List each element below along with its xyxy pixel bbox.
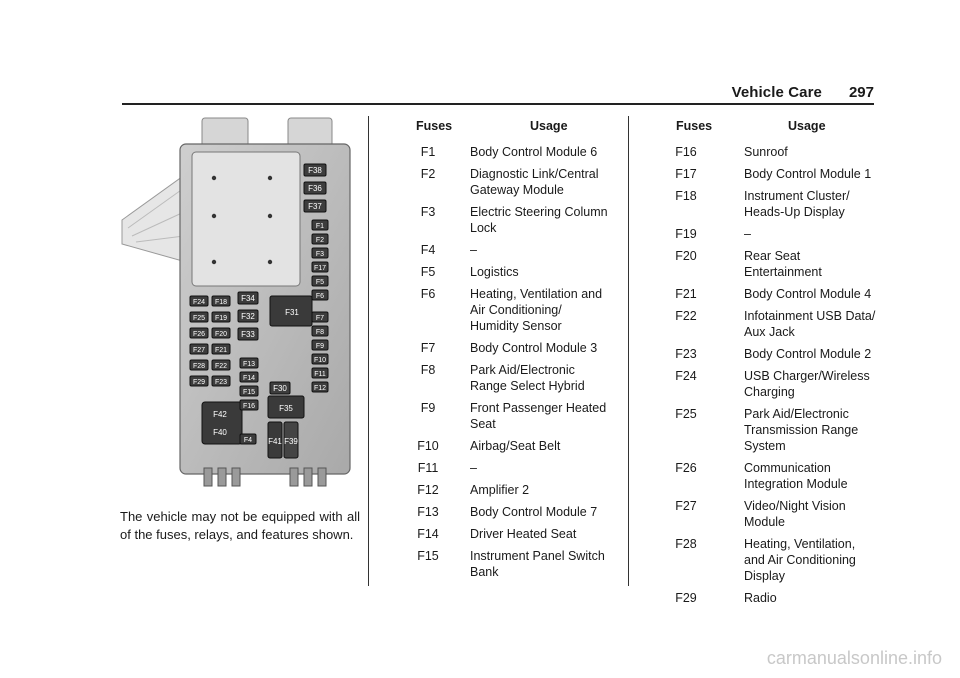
fuse-number: F3	[420, 205, 436, 219]
fuse-f7	[312, 312, 328, 322]
svg-text:F29: F29	[192, 379, 206, 386]
svg-text:F35: F35	[279, 404, 293, 413]
svg-text:F40: F40	[213, 428, 227, 437]
svg-text:F22: F22	[214, 363, 228, 370]
fuse-f20	[212, 328, 230, 338]
fuse-f1	[312, 220, 328, 230]
table1-header-fuses: Fuses	[416, 119, 453, 133]
fuse-f39	[284, 437, 298, 446]
fuse-usage: USB Charger/Wireless Charging	[744, 369, 870, 399]
svg-text:F14: F14	[242, 375, 256, 382]
fuse-usage: Park Aid/Electronic Transmission Range System	[744, 407, 859, 453]
fuse-number: F6	[420, 287, 436, 301]
svg-text:F4: F4	[243, 437, 253, 444]
fuse-usage: Front Passenger Heated Seat	[470, 401, 607, 431]
page-header	[122, 80, 874, 102]
fuse-number: F23	[675, 347, 697, 361]
svg-text:F26: F26	[192, 331, 206, 338]
svg-text:F38: F38	[308, 166, 322, 175]
fuse-number: F22	[675, 309, 697, 323]
fuse-usage: Infotainment USB Data/ Aux Jack	[744, 309, 876, 339]
fuse-f13	[240, 358, 258, 368]
fuse-f15	[240, 386, 258, 396]
fuse-number: F17	[675, 167, 697, 181]
fuse-f9	[312, 340, 328, 350]
fuse-number: F24	[675, 369, 697, 383]
svg-text:F20: F20	[214, 331, 228, 338]
svg-text:F2: F2	[315, 237, 325, 244]
fuse-f4	[240, 434, 256, 444]
svg-text:F31: F31	[285, 308, 299, 317]
svg-text:F27: F27	[192, 347, 206, 354]
fuse-f35	[279, 404, 293, 413]
fuse-f16	[240, 400, 258, 410]
fuse-f27	[190, 344, 208, 354]
fuse-f5	[312, 276, 328, 286]
svg-text:F1: F1	[315, 223, 325, 230]
column-divider-right	[628, 116, 629, 586]
fuse-number: F16	[675, 145, 697, 159]
fuse-f40	[213, 428, 227, 437]
fuse-f18	[212, 296, 230, 306]
fuse-f32	[238, 310, 258, 322]
fuse-number: F11	[417, 461, 439, 475]
diagram-caption: The vehicle may not be equipped with all of the fuses, relays, and features shown.	[120, 509, 360, 542]
fuse-number: F28	[675, 537, 697, 551]
svg-text:F34: F34	[241, 294, 255, 303]
fuse-usage: Electric Steering Column Lock	[470, 205, 608, 235]
fuse-usage: Communication Integration Module	[744, 461, 848, 491]
fuse-number: F18	[675, 189, 697, 203]
fuse-usage: Diagnostic Link/Central Gateway Module	[470, 167, 599, 197]
fuse-number: F9	[420, 401, 436, 415]
fuse-f2	[312, 234, 328, 244]
svg-text:F36: F36	[308, 184, 322, 193]
svg-text:F7: F7	[315, 315, 325, 322]
svg-text:F11: F11	[314, 371, 326, 378]
fuse-f42	[213, 410, 227, 419]
header-rule	[122, 103, 874, 105]
fuse-usage: Heating, Ventilation, and Air Conditioning Display	[744, 537, 856, 583]
fuse-usage: Driver Heated Seat	[470, 527, 577, 541]
page-number: 297	[848, 84, 874, 101]
svg-text:F30: F30	[273, 384, 287, 393]
fuse-f41	[268, 437, 282, 446]
fuse-f31	[285, 308, 299, 317]
svg-text:F9: F9	[315, 343, 325, 350]
fuse-usage: Radio	[744, 591, 777, 605]
svg-text:F39: F39	[284, 437, 298, 446]
fuse-number: F2	[420, 167, 436, 181]
svg-text:F12: F12	[313, 385, 327, 392]
svg-text:F42: F42	[213, 410, 227, 419]
mounting-flange	[122, 174, 186, 262]
fuse-block-diagram	[118, 116, 360, 490]
fuse-usage: –	[744, 227, 751, 241]
table2-header-usage: Usage	[788, 119, 826, 133]
fuse-usage: Body Control Module 3	[470, 341, 598, 355]
fuse-f24	[190, 296, 208, 306]
fuse-usage: –	[470, 461, 477, 475]
fuse-f14	[240, 372, 258, 382]
svg-text:F19: F19	[214, 315, 228, 322]
fuse-number: F5	[420, 265, 436, 279]
fuse-f29	[190, 376, 208, 386]
fuse-f38	[304, 164, 326, 176]
fuse-f17	[312, 262, 328, 272]
svg-text:F8: F8	[315, 329, 325, 336]
svg-text:F3: F3	[315, 251, 325, 258]
fuse-number: F21	[675, 287, 697, 301]
fuse-f8	[312, 326, 328, 336]
svg-text:F24: F24	[192, 299, 206, 306]
fuse-block-svg	[118, 116, 360, 490]
fuse-usage: Instrument Panel Switch Bank	[470, 549, 605, 579]
fuse-usage: Body Control Module 4	[744, 287, 872, 301]
table2-header-fuses: Fuses	[676, 119, 713, 133]
fuse-usage: Body Control Module 7	[470, 505, 598, 519]
svg-text:F6: F6	[315, 293, 325, 300]
svg-text:F23: F23	[214, 379, 228, 386]
fuse-f25	[190, 312, 208, 322]
fuse-number: F8	[420, 363, 436, 377]
fuse-f11	[312, 368, 328, 378]
svg-text:F25: F25	[192, 315, 206, 322]
fuse-usage: Amplifier 2	[470, 483, 530, 497]
fuse-usage: Instrument Cluster/ Heads-Up Display	[744, 189, 850, 219]
fuse-f26	[190, 328, 208, 338]
fuse-f10	[312, 354, 328, 364]
fuse-number: F19	[675, 227, 697, 241]
svg-text:F41: F41	[268, 437, 282, 446]
fuse-f33	[238, 328, 258, 340]
fuse-usage: Body Control Module 6	[470, 145, 598, 159]
svg-text:F18: F18	[214, 299, 228, 306]
fuse-usage: Body Control Module 2	[744, 347, 872, 361]
fuse-table-2	[666, 116, 886, 605]
section-title: Vehicle Care	[731, 84, 822, 101]
fuse-number: F14	[417, 527, 439, 541]
fuse-f3	[312, 248, 328, 258]
fuse-usage: Park Aid/Electronic Range Select Hybrid	[470, 363, 585, 393]
table1-header-usage: Usage	[530, 119, 568, 133]
svg-text:F32: F32	[241, 312, 255, 321]
fuse-f30	[270, 382, 290, 394]
svg-text:F28: F28	[192, 363, 206, 370]
fuse-f23	[212, 376, 230, 386]
fuse-number: F1	[420, 145, 436, 159]
fuse-f19	[212, 312, 230, 322]
fuse-usage: Body Control Module 1	[744, 167, 872, 181]
fuse-usage: Sunroof	[744, 145, 788, 159]
fuse-f6	[312, 290, 328, 300]
fuse-number: F13	[417, 505, 439, 519]
fuse-f22	[212, 360, 230, 370]
fuse-number: F12	[417, 483, 439, 497]
relay-f42-f40	[202, 402, 242, 444]
fuse-number: F10	[417, 439, 439, 453]
svg-text:F13: F13	[242, 361, 256, 368]
fuse-number: F25	[675, 407, 697, 421]
fuse-number: F20	[675, 249, 697, 263]
svg-text:F21: F21	[214, 347, 228, 354]
fuse-usage: –	[470, 243, 477, 257]
fuse-usage: Logistics	[470, 265, 519, 279]
fuse-usage: Rear Seat Entertainment	[744, 249, 822, 279]
fuse-table-1	[400, 116, 620, 596]
svg-text:F33: F33	[241, 330, 255, 339]
fuse-number: F4	[420, 243, 436, 257]
fuse-usage: Heating, Ventilation and Air Conditioning/ Humidity Sensor	[470, 287, 603, 333]
fuse-number: F15	[417, 549, 439, 563]
fuse-f34	[238, 292, 258, 304]
svg-text:F17: F17	[313, 265, 327, 272]
fuse-number: F27	[675, 499, 697, 513]
relay-cover	[192, 152, 300, 286]
fuse-f21	[212, 344, 230, 354]
svg-text:F16: F16	[242, 403, 256, 410]
svg-text:F37: F37	[308, 202, 322, 211]
fuse-f12	[312, 382, 328, 392]
svg-text:F15: F15	[242, 389, 256, 396]
column-divider-left	[368, 116, 369, 586]
fuse-number: F26	[675, 461, 697, 475]
svg-text:F10: F10	[313, 357, 327, 364]
fuse-number: F7	[420, 341, 436, 355]
fuse-f36	[304, 182, 326, 194]
fuse-f37	[304, 200, 326, 212]
fuse-usage: Airbag/Seat Belt	[470, 439, 561, 453]
svg-text:F5: F5	[315, 279, 325, 286]
fuse-number: F29	[675, 591, 697, 605]
fuse-f28	[190, 360, 208, 370]
fuse-usage: Video/Night Vision Module	[744, 499, 846, 529]
